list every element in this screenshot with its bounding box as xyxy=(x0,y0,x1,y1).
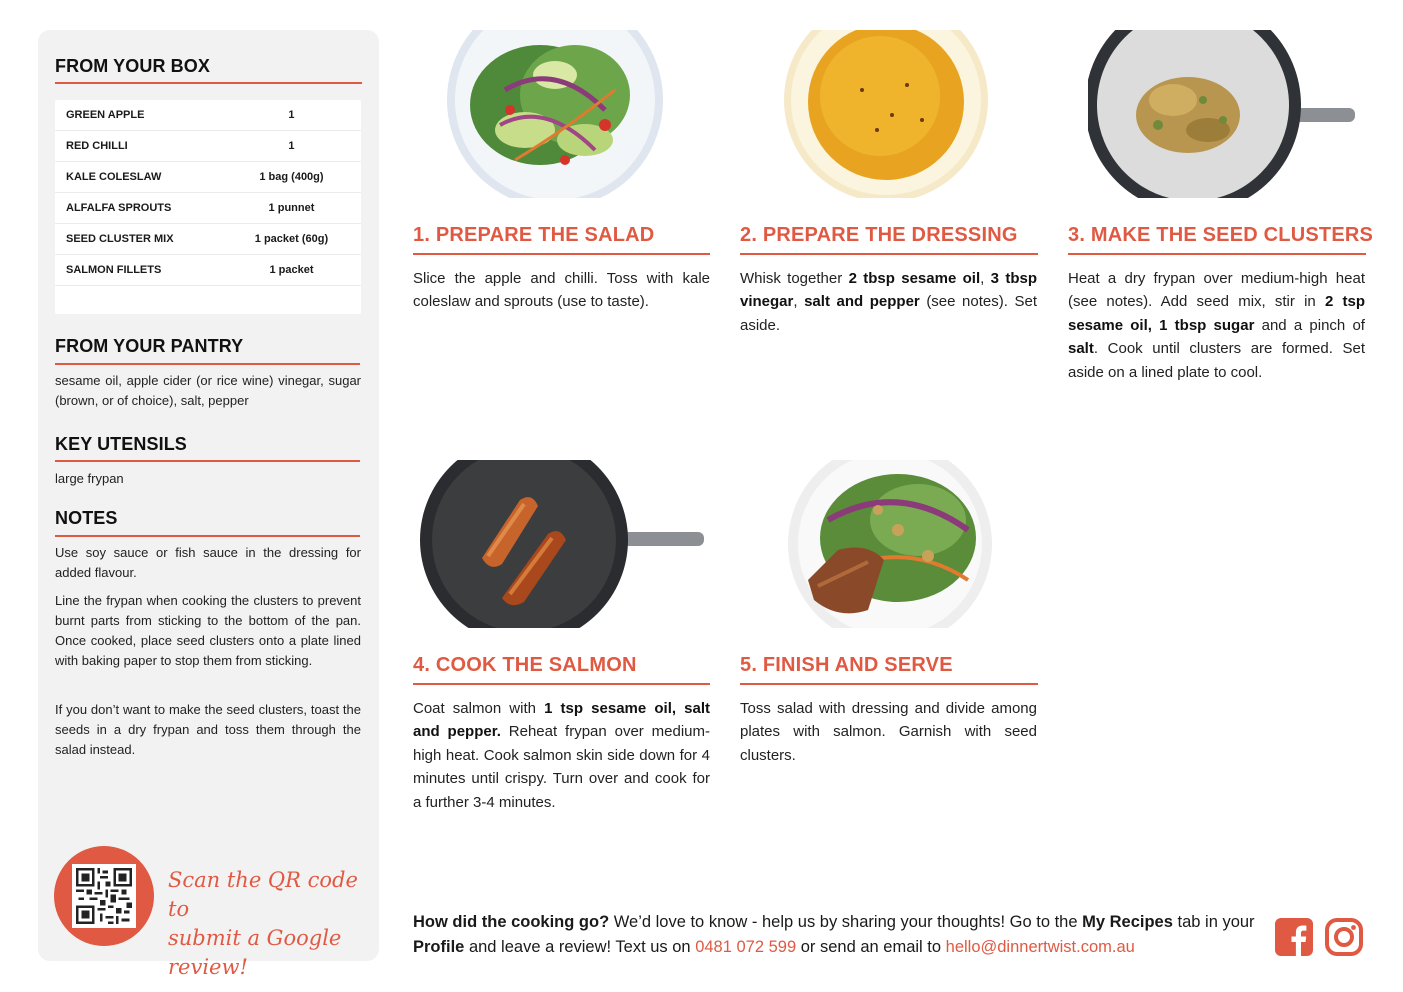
step-text-bold: 2 tbsp sesame oil xyxy=(848,270,981,287)
step-text-run: Slice the apple and chilli. Toss with kale coleslaw and sprouts (use to taste). xyxy=(413,270,710,311)
step-text-run: Heat a dry frypan over medium-high heat (see notes). Add seed mix, stir in xyxy=(1068,270,1365,311)
footer-text-4: or send an email to xyxy=(796,938,946,956)
note-3: If you don’t want to make the seed clusters, toast the seeds in a dry frypan and toss them through the salad instead. xyxy=(55,702,361,757)
dressing-bowl-photo xyxy=(782,30,990,198)
my-recipes-label: My Recipes xyxy=(1082,913,1173,931)
step-2-rule xyxy=(740,253,1038,255)
box-ingredients-table xyxy=(55,100,361,314)
step-text-bold: 2 tsp sesame oil, 1 tbsp sugar xyxy=(1068,293,1366,334)
ingredient-qty: 1 punnet xyxy=(268,202,315,214)
qr-caption-line-2: submit a Google review! xyxy=(168,926,342,979)
step-1-rule xyxy=(413,253,710,255)
step-text-bold: 1 tsp sesame oil, salt and pepper. xyxy=(413,700,710,741)
step-4-rule xyxy=(413,683,710,685)
step-5-text xyxy=(740,697,1037,767)
ingredient-name: SEED CLUSTER MIX xyxy=(66,233,174,245)
qr-caption-line-1: Scan the QR code to xyxy=(168,868,358,921)
ingredient-qty: 1 packet xyxy=(269,264,314,276)
salmon-pan-photo xyxy=(420,460,704,628)
step-4-text xyxy=(413,697,710,814)
note-2: Line the frypan when cooking the clusters to prevent burnt parts from sticking to the bottom of the pan. Once cooked, place seed clusters onto a plate lined with baking paper to stop them from sticking. xyxy=(55,593,361,668)
footer-text-3: and leave a review! Text us on xyxy=(464,938,696,956)
box-heading: FROM YOUR BOX xyxy=(55,56,210,76)
notes-heading: NOTES xyxy=(55,508,118,528)
ingredient-qty: 1 bag (400g) xyxy=(259,171,324,183)
step-2-text xyxy=(740,267,1037,337)
table-row xyxy=(55,100,361,131)
salad-bowl-photo xyxy=(445,30,665,198)
step-text-run: . Cook until clusters are formed. Set aside on a lined plate to cool. xyxy=(1068,340,1365,381)
qr-badge xyxy=(54,846,154,946)
utensils-text: large frypan xyxy=(55,471,124,486)
step-text-run: , xyxy=(793,293,805,311)
note-1: Use soy sauce or fish sauce in the dressing for added flavour. xyxy=(55,545,361,580)
step-1-title: 1. PREPARE THE SALAD xyxy=(413,224,655,246)
step-4-title: 4. COOK THE SALMON xyxy=(413,654,637,676)
ingredient-qty: 1 xyxy=(288,140,295,152)
step-text-run: Whisk together xyxy=(740,270,849,287)
profile-label: Profile xyxy=(413,938,465,956)
step-text-run: (see notes). Set aside. xyxy=(740,293,1037,334)
facebook-icon[interactable] xyxy=(1275,918,1313,956)
footer-text-2: tab in your xyxy=(1172,913,1255,931)
notes-heading-rule xyxy=(55,535,360,537)
pantry-text: sesame oil, apple cider (or rice wine) vinegar, sugar (brown, or of choice), salt, pepper xyxy=(55,373,361,408)
ingredient-qty: 1 xyxy=(288,109,295,121)
step-5-title: 5. FINISH AND SERVE xyxy=(740,654,953,676)
step-text-run: Reheat frypan over medium-high heat. Cook salmon skin side down for 4 minutes until crispy. Turn over and cook for a further 3-4 minutes. xyxy=(413,723,710,811)
utensils-heading: KEY UTENSILS xyxy=(55,434,187,454)
table-row xyxy=(55,224,361,255)
ingredient-qty: 1 packet (60g) xyxy=(254,233,329,245)
ingredients-sidebar xyxy=(38,30,379,979)
step-2-title: 2. PREPARE THE DRESSING xyxy=(740,224,1018,246)
phone-link[interactable]: 0481 072 599 xyxy=(695,938,797,956)
finished-dish-photo xyxy=(788,460,992,628)
step-3-rule xyxy=(1068,253,1366,255)
step-text-run: and a pinch of xyxy=(1254,316,1365,334)
ingredient-name: ALFALFA SPROUTS xyxy=(66,202,172,214)
step-text-bold: salt and pepper xyxy=(804,293,920,311)
footer-text-1: We’d love to know - help us by sharing your thoughts! Go to the xyxy=(609,913,1083,931)
pantry-heading-rule xyxy=(55,363,360,365)
table-row xyxy=(55,131,361,162)
pantry-heading: FROM YOUR PANTRY xyxy=(55,336,244,356)
step-1-text xyxy=(413,267,710,314)
table-row xyxy=(55,255,361,286)
step-text-bold: salt xyxy=(1068,340,1094,358)
seed-clusters-pan-photo xyxy=(1088,30,1358,198)
email-link[interactable]: hello@dinnertwist.com.au xyxy=(945,938,1135,956)
instagram-icon[interactable] xyxy=(1325,918,1363,956)
step-3-title: 3. MAKE THE SEED CLUSTERS xyxy=(1068,224,1374,246)
review-footer xyxy=(413,910,1263,960)
step-text-run: Toss salad with dressing and divide among plates with salmon. Garnish with seed clusters. xyxy=(740,700,1037,764)
table-row xyxy=(55,193,361,224)
ingredient-name: GREEN APPLE xyxy=(66,109,145,121)
step-text-run: , xyxy=(980,270,991,287)
table-row xyxy=(55,162,361,193)
box-heading-rule xyxy=(55,82,362,84)
step-3-text xyxy=(1068,267,1365,384)
qr-caption xyxy=(168,866,368,982)
step-text-bold: 3 tbsp vinegar xyxy=(740,270,1037,311)
step-5-rule xyxy=(740,683,1038,685)
step-text-run: Coat salmon with xyxy=(413,700,545,717)
utensils-heading-rule xyxy=(55,460,360,462)
ingredient-name: RED CHILLI xyxy=(66,140,128,152)
ingredient-name: KALE COLESLAW xyxy=(66,171,162,183)
qr-code-icon[interactable] xyxy=(72,864,136,928)
footer-question: How did the cooking go? xyxy=(413,913,610,931)
ingredient-name: SALMON FILLETS xyxy=(66,264,162,276)
